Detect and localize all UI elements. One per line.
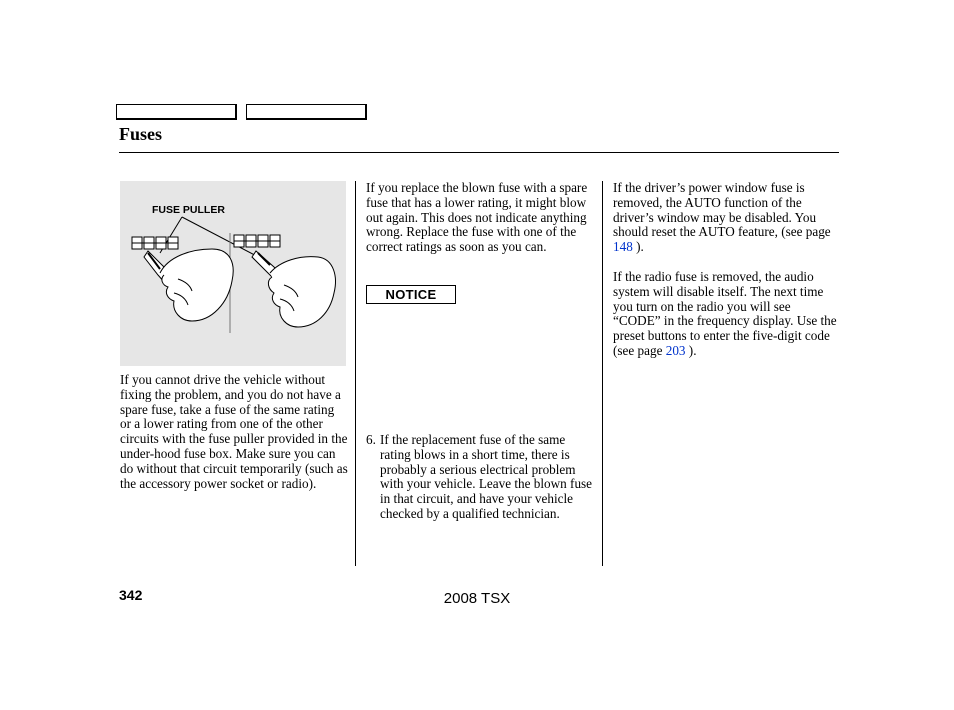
column-divider-1 bbox=[355, 181, 356, 566]
column-2-paragraph: If you replace the blown fuse with a spare fuse that has a lower rating, it might blow out again. This does not indicate anything wrong. Replace the fuse with one of the correct ratings as soon as you can. bbox=[366, 180, 588, 255]
window-fuse-text-end: ). bbox=[636, 239, 644, 255]
title-divider bbox=[119, 152, 839, 153]
window-fuse-text: If the driver’s power window fuse is removed, the AUTO function of the driver’s window may be disabled. You should reset the AUTO feature, (see page bbox=[613, 180, 831, 240]
model-name: 2008 TSX bbox=[443, 590, 511, 607]
page-title: Fuses bbox=[119, 124, 163, 144]
page-link-148[interactable]: 148 bbox=[613, 239, 633, 255]
step-number: 6. bbox=[366, 432, 376, 447]
notice-label: NOTICE bbox=[366, 285, 456, 304]
radio-fuse-text-end: ). bbox=[688, 342, 697, 358]
figure-label: FUSE PULLER bbox=[152, 204, 225, 216]
column-divider-2 bbox=[602, 181, 603, 566]
column-3-paragraph-1 bbox=[613, 181, 839, 255]
fuse-puller-drawing bbox=[120, 181, 346, 366]
nav-button-index[interactable] bbox=[246, 104, 367, 120]
nav-button-main-menu[interactable] bbox=[116, 104, 237, 120]
step-6 bbox=[366, 433, 596, 522]
radio-fuse-text: If the radio fuse is removed, the audio system will disable itself. The next time you turn on the radio you will see “CODE” in the frequency display. Use the preset buttons to enter the five-digit code (see page bbox=[613, 269, 837, 358]
column-1-paragraph: If you cannot drive the vehicle without fixing the problem, and you do not have a spare fuse, take a fuse of the same rating or a lower rating from one of the other circuits with the fuse puller provided in the under-hood fuse box. Make sure you can do without that circuit temporarily (such as the accessory power socket or radio). bbox=[120, 372, 348, 491]
fuse-puller-illustration bbox=[120, 181, 346, 366]
column-3-paragraph-2 bbox=[613, 270, 839, 359]
step-text: If the replacement fuse of the same rating blows in a short time, there is probably a serious electrical problem with your vehicle. Leave the blown fuse in that circuit, and have your vehicle checked by a qualified technician. bbox=[380, 432, 593, 521]
page-number: 342 bbox=[119, 587, 143, 603]
page-link-203[interactable]: 203 bbox=[665, 342, 686, 358]
